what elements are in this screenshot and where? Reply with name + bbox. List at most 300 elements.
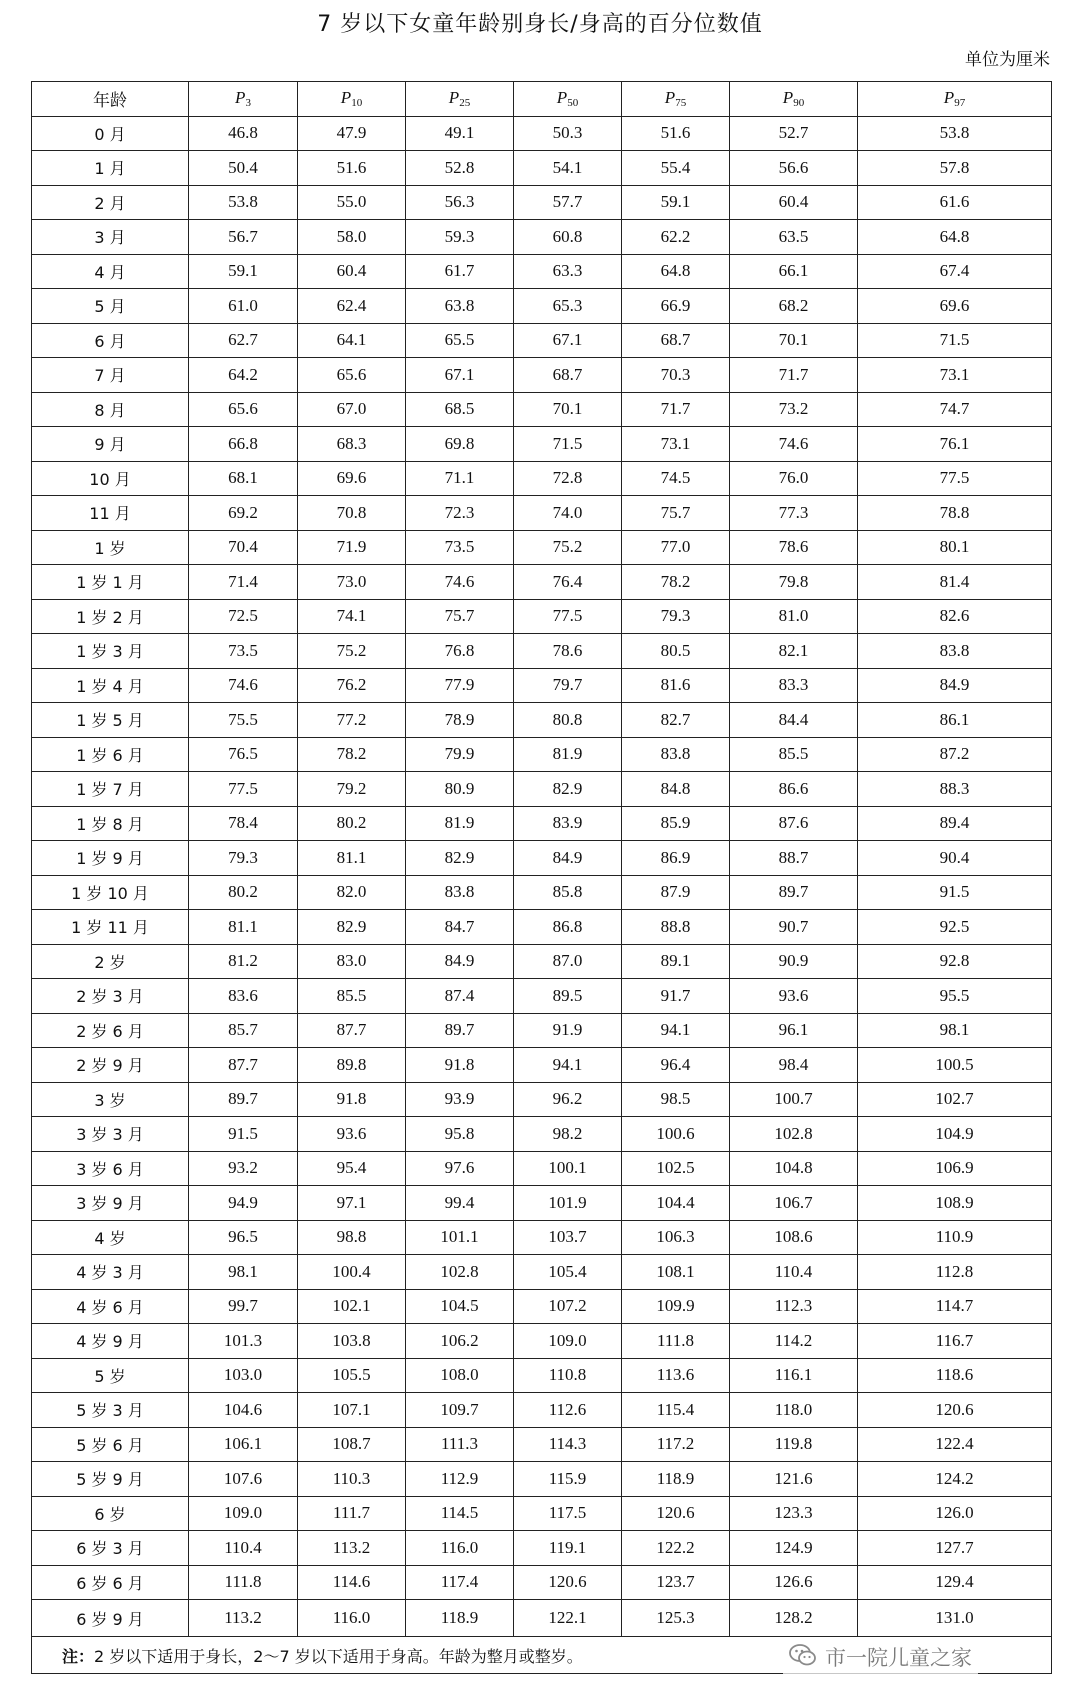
value-cell: 62.7	[189, 323, 298, 358]
value-cell: 79.7	[514, 668, 622, 703]
value-cell: 75.2	[514, 530, 622, 565]
value-cell: 82.9	[298, 910, 406, 945]
table-row	[32, 323, 1052, 358]
value-cell: 56.6	[730, 151, 858, 186]
value-cell: 91.5	[858, 875, 1052, 910]
value-cell: 69.6	[298, 461, 406, 496]
value-cell: 103.0	[189, 1358, 298, 1393]
age-cell: 4 岁 9 月	[32, 1324, 189, 1359]
age-cell: 5 岁 6 月	[32, 1427, 189, 1462]
value-cell: 106.1	[189, 1427, 298, 1462]
value-cell: 55.0	[298, 185, 406, 220]
value-cell: 113.2	[298, 1531, 406, 1566]
value-cell: 85.8	[514, 875, 622, 910]
value-cell: 103.7	[514, 1220, 622, 1255]
value-cell: 82.1	[730, 634, 858, 669]
value-cell: 116.0	[298, 1600, 406, 1637]
value-cell: 92.8	[858, 944, 1052, 979]
value-cell: 91.7	[622, 979, 730, 1014]
value-cell: 114.6	[298, 1565, 406, 1600]
value-cell: 124.9	[730, 1531, 858, 1566]
age-cell: 6 月	[32, 323, 189, 358]
value-cell: 95.8	[406, 1117, 514, 1152]
value-cell: 69.8	[406, 427, 514, 462]
value-cell: 77.9	[406, 668, 514, 703]
value-cell: 117.2	[622, 1427, 730, 1462]
value-cell: 58.0	[298, 220, 406, 255]
value-cell: 126.0	[858, 1496, 1052, 1531]
value-cell: 107.2	[514, 1289, 622, 1324]
table-row	[32, 1013, 1052, 1048]
value-cell: 67.4	[858, 254, 1052, 289]
table-row	[32, 185, 1052, 220]
percentile-header-sub: 90	[793, 97, 805, 110]
value-cell: 68.2	[730, 289, 858, 324]
table-row	[32, 116, 1052, 151]
value-cell: 110.4	[730, 1255, 858, 1290]
value-cell: 91.9	[514, 1013, 622, 1048]
value-cell: 60.4	[730, 185, 858, 220]
value-cell: 76.8	[406, 634, 514, 669]
value-cell: 86.8	[514, 910, 622, 945]
value-cell: 74.1	[298, 599, 406, 634]
value-cell: 115.4	[622, 1393, 730, 1428]
value-cell: 79.9	[406, 737, 514, 772]
value-cell: 66.1	[730, 254, 858, 289]
value-cell: 96.4	[622, 1048, 730, 1083]
value-cell: 69.6	[858, 289, 1052, 324]
value-cell: 70.8	[298, 496, 406, 531]
value-cell: 104.5	[406, 1289, 514, 1324]
value-cell: 66.8	[189, 427, 298, 462]
table-row	[32, 1220, 1052, 1255]
age-cell: 2 岁	[32, 944, 189, 979]
value-cell: 82.6	[858, 599, 1052, 634]
value-cell: 125.3	[622, 1600, 730, 1637]
age-cell: 6 岁 3 月	[32, 1531, 189, 1566]
value-cell: 78.6	[730, 530, 858, 565]
table-row	[32, 1117, 1052, 1152]
value-cell: 89.7	[189, 1082, 298, 1117]
value-cell: 100.6	[622, 1117, 730, 1152]
value-cell: 81.1	[189, 910, 298, 945]
table-row	[32, 392, 1052, 427]
value-cell: 114.2	[730, 1324, 858, 1359]
age-cell: 1 岁 6 月	[32, 737, 189, 772]
value-cell: 108.1	[622, 1255, 730, 1290]
value-cell: 76.1	[858, 427, 1052, 462]
value-cell: 122.2	[622, 1531, 730, 1566]
value-cell: 92.5	[858, 910, 1052, 945]
value-cell: 63.3	[514, 254, 622, 289]
value-cell: 71.1	[406, 461, 514, 496]
value-cell: 111.7	[298, 1496, 406, 1531]
value-cell: 91.8	[406, 1048, 514, 1083]
value-cell: 64.2	[189, 358, 298, 393]
value-cell: 112.3	[730, 1289, 858, 1324]
table-row	[32, 1255, 1052, 1290]
value-cell: 71.9	[298, 530, 406, 565]
value-cell: 109.0	[189, 1496, 298, 1531]
value-cell: 94.1	[514, 1048, 622, 1083]
value-cell: 119.8	[730, 1427, 858, 1462]
age-cell: 2 岁 9 月	[32, 1048, 189, 1083]
value-cell: 98.8	[298, 1220, 406, 1255]
value-cell: 108.6	[730, 1220, 858, 1255]
value-cell: 101.9	[514, 1186, 622, 1221]
value-cell: 111.3	[406, 1427, 514, 1462]
value-cell: 74.5	[622, 461, 730, 496]
percentile-header-p90	[730, 82, 858, 117]
value-cell: 103.8	[298, 1324, 406, 1359]
value-cell: 71.7	[730, 358, 858, 393]
value-cell: 122.1	[514, 1600, 622, 1637]
value-cell: 67.1	[514, 323, 622, 358]
value-cell: 66.9	[622, 289, 730, 324]
value-cell: 101.1	[406, 1220, 514, 1255]
age-cell: 3 月	[32, 220, 189, 255]
value-cell: 111.8	[622, 1324, 730, 1359]
value-cell: 70.3	[622, 358, 730, 393]
age-cell: 5 月	[32, 289, 189, 324]
value-cell: 72.5	[189, 599, 298, 634]
percentile-header-p97	[858, 82, 1052, 117]
value-cell: 61.7	[406, 254, 514, 289]
table-row	[32, 1565, 1052, 1600]
value-cell: 56.3	[406, 185, 514, 220]
value-cell: 87.2	[858, 737, 1052, 772]
age-cell: 2 月	[32, 185, 189, 220]
value-cell: 119.1	[514, 1531, 622, 1566]
unit-label: 单位为厘米	[965, 50, 1050, 70]
value-cell: 84.9	[406, 944, 514, 979]
value-cell: 65.5	[406, 323, 514, 358]
value-cell: 104.9	[858, 1117, 1052, 1152]
age-cell: 6 岁	[32, 1496, 189, 1531]
value-cell: 60.4	[298, 254, 406, 289]
age-cell: 1 岁 2 月	[32, 599, 189, 634]
value-cell: 71.7	[622, 392, 730, 427]
table-row	[32, 1289, 1052, 1324]
value-cell: 123.3	[730, 1496, 858, 1531]
age-cell: 3 岁 9 月	[32, 1186, 189, 1221]
table-row	[32, 1358, 1052, 1393]
table-row	[32, 1496, 1052, 1531]
table-row	[32, 1531, 1052, 1566]
value-cell: 89.5	[514, 979, 622, 1014]
age-cell: 8 月	[32, 392, 189, 427]
value-cell: 97.6	[406, 1151, 514, 1186]
value-cell: 109.9	[622, 1289, 730, 1324]
value-cell: 74.7	[858, 392, 1052, 427]
age-cell: 1 岁 7 月	[32, 772, 189, 807]
age-cell: 10 月	[32, 461, 189, 496]
note-label: 注：	[62, 1646, 95, 1666]
value-cell: 72.3	[406, 496, 514, 531]
value-cell: 71.5	[858, 323, 1052, 358]
value-cell: 102.8	[406, 1255, 514, 1290]
value-cell: 53.8	[189, 185, 298, 220]
percentile-header-p75	[622, 82, 730, 117]
age-cell: 1 月	[32, 151, 189, 186]
age-cell: 1 岁 3 月	[32, 634, 189, 669]
age-cell: 3 岁 3 月	[32, 1117, 189, 1152]
value-cell: 112.6	[514, 1393, 622, 1428]
value-cell: 110.4	[189, 1531, 298, 1566]
value-cell: 104.6	[189, 1393, 298, 1428]
value-cell: 63.5	[730, 220, 858, 255]
value-cell: 116.7	[858, 1324, 1052, 1359]
value-cell: 96.2	[514, 1082, 622, 1117]
age-cell: 11 月	[32, 496, 189, 531]
value-cell: 79.3	[189, 841, 298, 876]
value-cell: 117.4	[406, 1565, 514, 1600]
age-cell: 4 岁 3 月	[32, 1255, 189, 1290]
value-cell: 75.7	[406, 599, 514, 634]
value-cell: 87.9	[622, 875, 730, 910]
value-cell: 112.9	[406, 1462, 514, 1497]
age-cell: 5 岁	[32, 1358, 189, 1393]
value-cell: 54.1	[514, 151, 622, 186]
percentile-header-p50	[514, 82, 622, 117]
table-row	[32, 220, 1052, 255]
percentile-header-sub: 50	[567, 97, 579, 110]
value-cell: 121.6	[730, 1462, 858, 1497]
value-cell: 83.8	[622, 737, 730, 772]
value-cell: 117.5	[514, 1496, 622, 1531]
value-cell: 106.7	[730, 1186, 858, 1221]
value-cell: 77.3	[730, 496, 858, 531]
table-row	[32, 668, 1052, 703]
percentile-header-p10	[298, 82, 406, 117]
table-row	[32, 151, 1052, 186]
percentile-header-p3	[189, 82, 298, 117]
value-cell: 55.4	[622, 151, 730, 186]
value-cell: 61.6	[858, 185, 1052, 220]
value-cell: 102.7	[858, 1082, 1052, 1117]
value-cell: 85.7	[189, 1013, 298, 1048]
percentile-header-sub: 10	[351, 97, 363, 110]
age-cell: 4 月	[32, 254, 189, 289]
value-cell: 85.5	[730, 737, 858, 772]
age-cell: 1 岁 1 月	[32, 565, 189, 600]
table-row	[32, 1151, 1052, 1186]
value-cell: 95.5	[858, 979, 1052, 1014]
age-cell: 7 月	[32, 358, 189, 393]
value-cell: 75.7	[622, 496, 730, 531]
value-cell: 83.9	[514, 806, 622, 841]
value-cell: 52.7	[730, 116, 858, 151]
value-cell: 86.6	[730, 772, 858, 807]
value-cell: 76.5	[189, 737, 298, 772]
value-cell: 120.6	[622, 1496, 730, 1531]
value-cell: 82.0	[298, 875, 406, 910]
value-cell: 88.3	[858, 772, 1052, 807]
table-row	[32, 1324, 1052, 1359]
percentile-header-base: P	[664, 88, 676, 108]
value-cell: 89.7	[730, 875, 858, 910]
value-cell: 77.5	[858, 461, 1052, 496]
table-row	[32, 1048, 1052, 1083]
age-cell: 4 岁 6 月	[32, 1289, 189, 1324]
value-cell: 129.4	[858, 1565, 1052, 1600]
value-cell: 70.1	[730, 323, 858, 358]
value-cell: 57.7	[514, 185, 622, 220]
value-cell: 78.2	[298, 737, 406, 772]
value-cell: 118.6	[858, 1358, 1052, 1393]
value-cell: 105.5	[298, 1358, 406, 1393]
value-cell: 89.1	[622, 944, 730, 979]
value-cell: 99.7	[189, 1289, 298, 1324]
value-cell: 78.2	[622, 565, 730, 600]
value-cell: 81.0	[730, 599, 858, 634]
value-cell: 77.0	[622, 530, 730, 565]
table-row	[32, 254, 1052, 289]
value-cell: 79.2	[298, 772, 406, 807]
value-cell: 63.8	[406, 289, 514, 324]
age-cell: 2 岁 3 月	[32, 979, 189, 1014]
value-cell: 81.2	[189, 944, 298, 979]
note-text: 2 岁以下适用于身长，2～7 岁以下适用于身高。年龄为整月或整岁。	[94, 1646, 583, 1666]
value-cell: 82.7	[622, 703, 730, 738]
value-cell: 111.8	[189, 1565, 298, 1600]
value-cell: 100.7	[730, 1082, 858, 1117]
value-cell: 116.1	[730, 1358, 858, 1393]
value-cell: 108.9	[858, 1186, 1052, 1221]
value-cell: 83.3	[730, 668, 858, 703]
value-cell: 56.7	[189, 220, 298, 255]
value-cell: 120.6	[858, 1393, 1052, 1428]
value-cell: 71.4	[189, 565, 298, 600]
value-cell: 75.5	[189, 703, 298, 738]
value-cell: 73.0	[298, 565, 406, 600]
value-cell: 77.5	[514, 599, 622, 634]
value-cell: 106.9	[858, 1151, 1052, 1186]
age-cell: 1 岁 10 月	[32, 875, 189, 910]
percentile-header-sub: 25	[459, 97, 471, 110]
value-cell: 74.6	[406, 565, 514, 600]
table-row	[32, 530, 1052, 565]
value-cell: 102.1	[298, 1289, 406, 1324]
value-cell: 59.3	[406, 220, 514, 255]
value-cell: 87.7	[298, 1013, 406, 1048]
value-cell: 73.2	[730, 392, 858, 427]
percentile-header-base: P	[340, 88, 352, 108]
value-cell: 68.7	[622, 323, 730, 358]
age-cell: 4 岁	[32, 1220, 189, 1255]
value-cell: 118.0	[730, 1393, 858, 1428]
value-cell: 93.6	[730, 979, 858, 1014]
value-cell: 83.8	[858, 634, 1052, 669]
table-row	[32, 979, 1052, 1014]
value-cell: 61.0	[189, 289, 298, 324]
value-cell: 91.5	[189, 1117, 298, 1152]
page-title: 7 岁以下女童年龄别身长/身高的百分位数值	[317, 12, 763, 37]
value-cell: 114.7	[858, 1289, 1052, 1324]
percentile-header-p25	[406, 82, 514, 117]
value-cell: 62.2	[622, 220, 730, 255]
value-cell: 89.8	[298, 1048, 406, 1083]
value-cell: 80.9	[406, 772, 514, 807]
value-cell: 110.9	[858, 1220, 1052, 1255]
value-cell: 73.1	[622, 427, 730, 462]
table-row	[32, 496, 1052, 531]
value-cell: 79.8	[730, 565, 858, 600]
age-cell: 1 岁 5 月	[32, 703, 189, 738]
value-cell: 96.1	[730, 1013, 858, 1048]
value-cell: 83.8	[406, 875, 514, 910]
value-cell: 78.6	[514, 634, 622, 669]
value-cell: 102.8	[730, 1117, 858, 1152]
value-cell: 50.4	[189, 151, 298, 186]
table-row	[32, 1186, 1052, 1221]
value-cell: 67.0	[298, 392, 406, 427]
watermark	[783, 1640, 978, 1674]
value-cell: 71.5	[514, 427, 622, 462]
value-cell: 100.4	[298, 1255, 406, 1290]
value-cell: 68.1	[189, 461, 298, 496]
value-cell: 100.5	[858, 1048, 1052, 1083]
value-cell: 109.7	[406, 1393, 514, 1428]
value-cell: 50.3	[514, 116, 622, 151]
percentile-table	[31, 81, 1052, 1674]
value-cell: 68.7	[514, 358, 622, 393]
value-cell: 81.6	[622, 668, 730, 703]
table-row	[32, 944, 1052, 979]
value-cell: 102.5	[622, 1151, 730, 1186]
age-cell: 6 岁 9 月	[32, 1600, 189, 1637]
value-cell: 46.8	[189, 116, 298, 151]
value-cell: 131.0	[858, 1600, 1052, 1637]
value-cell: 80.5	[622, 634, 730, 669]
percentile-header-base: P	[235, 88, 246, 108]
value-cell: 72.8	[514, 461, 622, 496]
table-row	[32, 875, 1052, 910]
value-cell: 106.3	[622, 1220, 730, 1255]
value-cell: 65.6	[189, 392, 298, 427]
value-cell: 88.7	[730, 841, 858, 876]
value-cell: 53.8	[858, 116, 1052, 151]
value-cell: 94.9	[189, 1186, 298, 1221]
value-cell: 118.9	[622, 1462, 730, 1497]
watermark-text: 市一院儿童之家	[825, 1646, 972, 1670]
value-cell: 84.9	[514, 841, 622, 876]
value-cell: 77.2	[298, 703, 406, 738]
value-cell: 84.9	[858, 668, 1052, 703]
value-cell: 99.4	[406, 1186, 514, 1221]
value-cell: 82.9	[406, 841, 514, 876]
value-cell: 82.9	[514, 772, 622, 807]
value-cell: 80.8	[514, 703, 622, 738]
percentile-header-sub: 97	[954, 97, 966, 110]
table-row	[32, 737, 1052, 772]
value-cell: 108.7	[298, 1427, 406, 1462]
value-cell: 87.7	[189, 1048, 298, 1083]
value-cell: 109.0	[514, 1324, 622, 1359]
value-cell: 104.4	[622, 1186, 730, 1221]
value-cell: 105.4	[514, 1255, 622, 1290]
table-row	[32, 427, 1052, 462]
age-cell: 6 岁 6 月	[32, 1565, 189, 1600]
value-cell: 95.4	[298, 1151, 406, 1186]
value-cell: 112.8	[858, 1255, 1052, 1290]
value-cell: 88.8	[622, 910, 730, 945]
value-cell: 89.7	[406, 1013, 514, 1048]
value-cell: 122.4	[858, 1427, 1052, 1462]
value-cell: 76.2	[298, 668, 406, 703]
value-cell: 79.3	[622, 599, 730, 634]
value-cell: 96.5	[189, 1220, 298, 1255]
